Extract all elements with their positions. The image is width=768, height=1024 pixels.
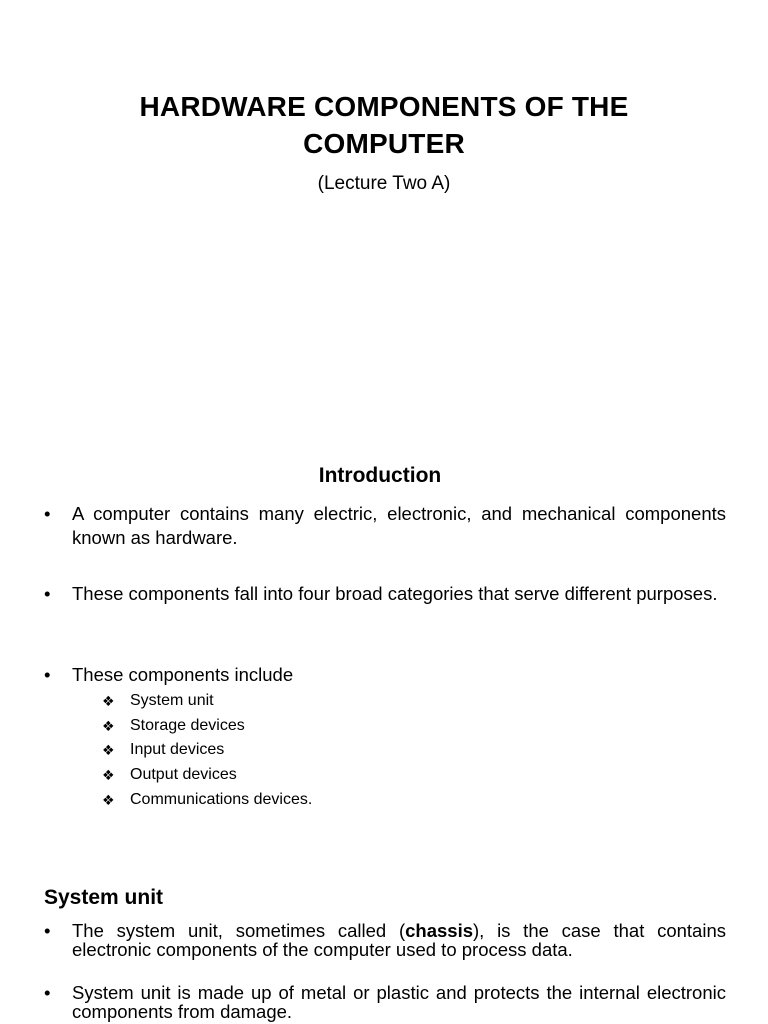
component-label: System unit: [130, 692, 214, 709]
page-title: [0, 88, 768, 162]
intro-bullet-text-3: These components include: [72, 664, 294, 685]
diamond-bullet-icon: ❖: [102, 791, 115, 808]
bullet-dot: •: [44, 503, 51, 524]
title-line-1: HARDWARE COMPONENTS OF THE: [139, 91, 629, 122]
list-item: [102, 738, 312, 763]
system-unit-bullet-text-2: System unit is made up of metal or plastic and protects the internal electronic components from damage.: [72, 982, 726, 1022]
system-unit-heading: System unit: [44, 886, 164, 909]
component-label: Storage devices: [130, 716, 245, 734]
system-unit-bullet-2: [44, 983, 726, 1021]
bullet-dot: •: [44, 920, 51, 941]
component-label: Communications devices.: [130, 790, 313, 808]
list-item: [102, 689, 312, 714]
chassis-term: chassis: [405, 920, 474, 941]
intro-bullet-text-1: A computer contains many electric, electronic, and mechanical components known as hardware.: [72, 503, 726, 548]
list-item: [102, 714, 312, 739]
component-label: Input devices: [130, 741, 225, 759]
intro-bullet-2: [44, 582, 726, 606]
intro-bullet-3: [44, 663, 726, 687]
component-label: Output devices: [130, 766, 237, 784]
system-unit-bullet-text-1: [72, 921, 726, 959]
title-line-2: COMPUTER: [303, 128, 465, 159]
components-list: [102, 689, 312, 812]
bullet-dot: •: [44, 664, 51, 685]
intro-bullet-text-2: These components fall into four broad categories that serve different purposes.: [72, 583, 718, 604]
lecture-subtitle: (Lecture Two A): [317, 173, 451, 194]
diamond-bullet-icon: ❖: [102, 767, 115, 784]
diamond-bullet-icon: ❖: [102, 742, 115, 759]
diamond-bullet-icon: ❖: [102, 717, 115, 734]
bullet-text-part: ), is the case that contains electronic components of the computer used to process data.: [72, 920, 726, 960]
bullet-text-part: The system unit, sometimes called (: [72, 920, 406, 941]
system-unit-bullet-1: [44, 921, 726, 959]
diamond-bullet-icon: ❖: [102, 693, 115, 709]
intro-bullet-1: [44, 502, 726, 550]
introduction-heading: Introduction: [318, 464, 442, 487]
bullet-dot: •: [44, 982, 51, 1003]
list-item: [102, 788, 312, 813]
list-item: [102, 763, 312, 788]
bullet-dot: •: [44, 583, 51, 604]
